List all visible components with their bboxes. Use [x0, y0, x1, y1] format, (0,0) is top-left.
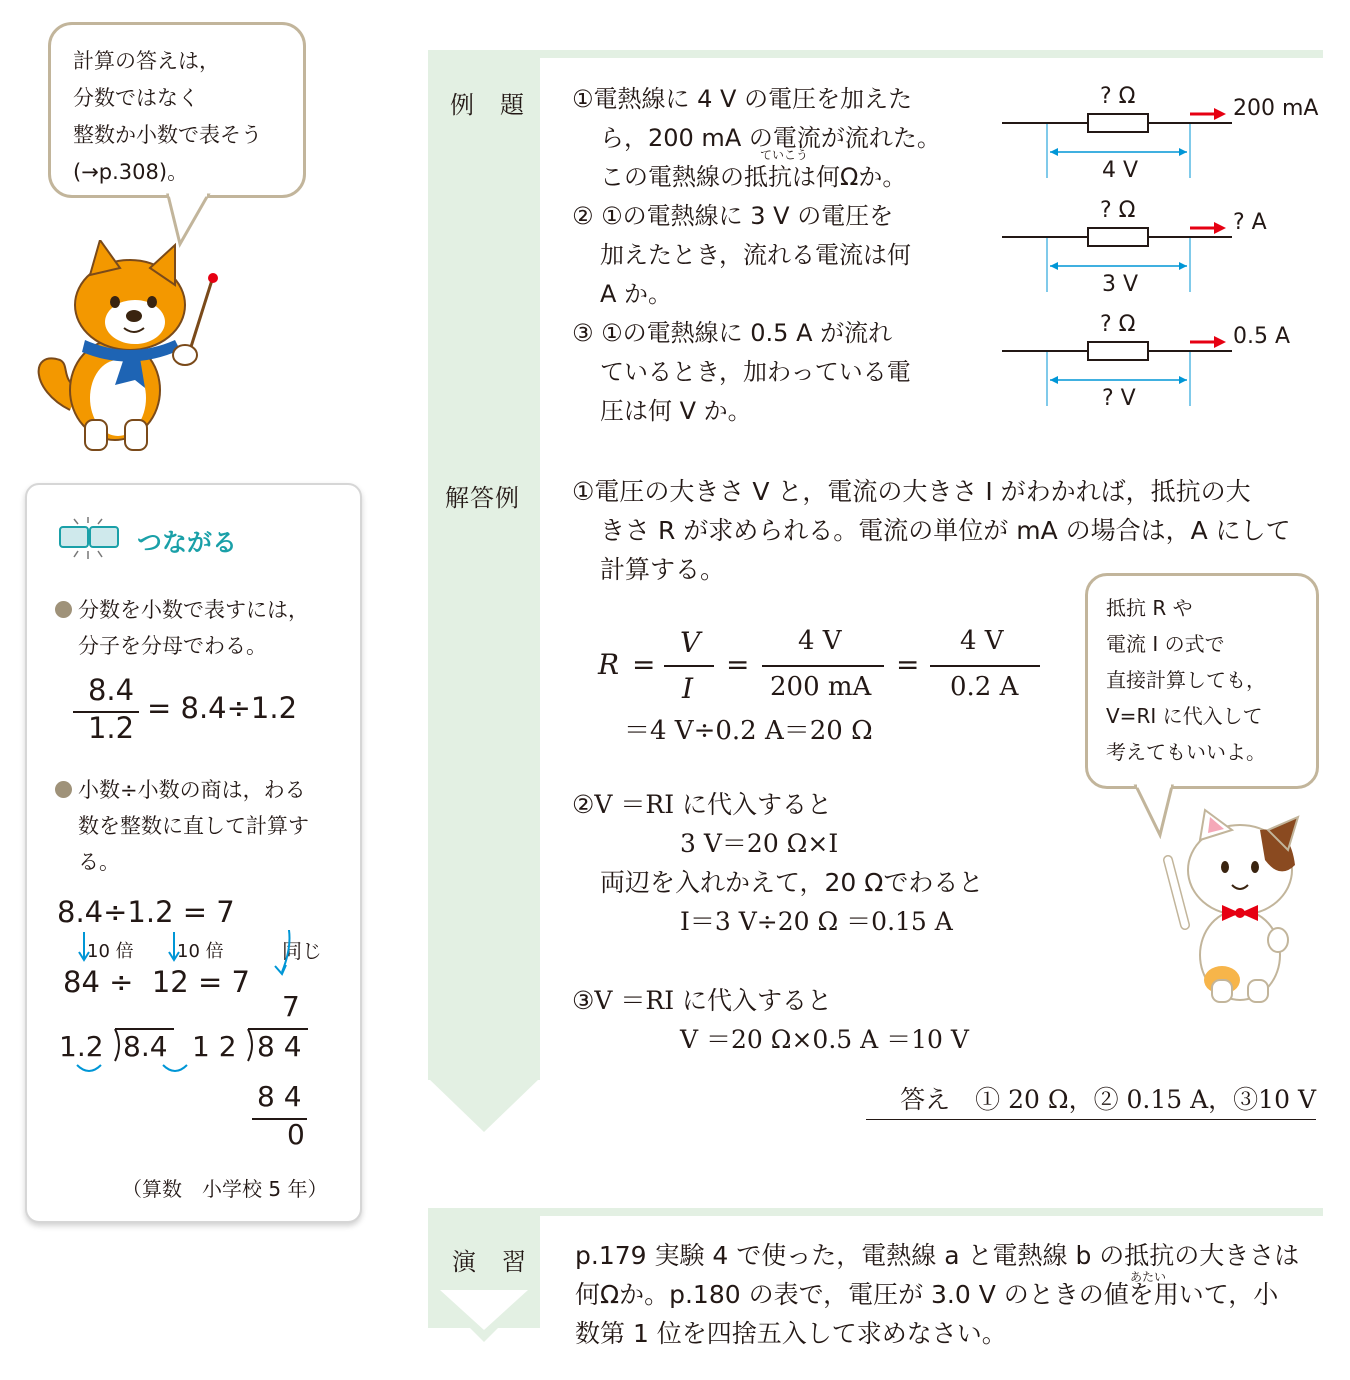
formula-4V-2: 4 V — [960, 626, 1004, 656]
bubble-line: 考えてもいいよ。 — [1106, 740, 1266, 764]
bubble-line: V=RI に代入して — [1106, 704, 1263, 728]
formula-V: V — [680, 626, 701, 659]
formula-200mA: 200 mA — [770, 672, 872, 702]
text-line: 分子を分母でわる。 — [78, 634, 267, 658]
equals-sign: = — [896, 648, 920, 681]
bullet-icon — [55, 781, 72, 798]
circuit-current-label: 200 mA — [1233, 96, 1319, 121]
text-line: ①電圧の大きさ V と，電流の大きさ I がわかれば，抵抗の大 — [572, 477, 1251, 506]
circuit-resistance-label: ? Ω — [1100, 84, 1136, 109]
fraction-bar — [762, 665, 884, 667]
bubble-line: 電流 I の式で — [1106, 632, 1225, 656]
equation-1: 8.4÷1.2 = 7 — [57, 895, 235, 929]
text-line: ているとき，加わっている電 — [600, 358, 911, 386]
circuit-diagram-2 — [1000, 194, 1330, 304]
circuit-resistance-label: ? Ω — [1100, 312, 1136, 337]
text-line: ら，200 mA の電流が流れた。 — [600, 124, 941, 152]
text-line: 数第 1 位を四捨五入して求めなさい。 — [575, 1319, 1007, 1348]
division-subtract: 8 4 — [257, 1080, 302, 1113]
circuit-voltage-label: ? V — [1102, 386, 1136, 411]
question-2 — [572, 197, 911, 314]
ruby-atai: あたい — [1130, 1270, 1167, 1284]
example-left-band — [428, 50, 540, 1080]
circuit-voltage-label: 4 V — [1102, 158, 1139, 183]
fraction-denominator: 1.2 — [87, 711, 135, 745]
text-line: 分数を小数で表すには， — [78, 598, 309, 622]
connect-icon — [52, 515, 127, 563]
text-line: 何Ωか。p.180 の表で，電圧が 3.0 V のときの値を用いて，小 — [575, 1280, 1279, 1309]
text-line: 加えたとき，流れる電流は何 — [600, 241, 912, 269]
circuit-diagram-3 — [1000, 308, 1330, 418]
fraction-equation: = 8.4÷1.2 — [147, 691, 298, 725]
formula-R: R — [598, 648, 620, 681]
exercise-text — [575, 1236, 1299, 1353]
example-label: 例 題 — [450, 91, 525, 119]
division-left-bracket — [59, 1025, 189, 1085]
fraction-bar — [930, 665, 1040, 667]
text-line: 小数÷小数の商は，わる — [78, 778, 306, 802]
step-2-line-1: 3 V＝20 Ω×I — [680, 829, 839, 858]
connect-title: つながる — [137, 528, 238, 557]
bubble-line: (→p.308)。 — [73, 160, 189, 184]
times-10-label-1: 10 倍 — [87, 941, 134, 962]
circuit-current-label: 0.5 A — [1233, 324, 1291, 349]
text-line: この電熱線の抵抗は何Ωか。 — [600, 163, 907, 191]
division-right-dividend: 8 4 — [257, 1030, 302, 1063]
bubble-line: 計算の答えは， — [73, 49, 220, 73]
arrows — [72, 930, 302, 985]
text-line: 数を整数に直して計算す — [78, 814, 309, 838]
step-3-line-1: V ＝20 Ω×0.5 A ＝10 V — [680, 1025, 969, 1054]
step-2-head: ②V ＝RI に代入すると — [572, 790, 833, 819]
bubble-line: 直接計算しても， — [1106, 668, 1266, 692]
equals-sign: = — [726, 648, 750, 681]
text-line: A か。 — [600, 280, 673, 308]
times-10-label-2: 10 倍 — [177, 941, 224, 962]
final-answer: 答え ① 20 Ω，② 0.15 A，③10 V — [866, 1080, 1316, 1120]
text-line: ② ①の電熱線に 3 V の電圧を — [572, 202, 894, 230]
formula-4V: 4 V — [798, 626, 842, 656]
exercise-band-arrow — [428, 1286, 540, 1346]
division-right-bracket — [242, 1025, 312, 1065]
connect-item-1 — [55, 592, 309, 664]
connect-sidebar — [25, 483, 362, 1223]
exercise-label: 演 習 — [452, 1248, 527, 1276]
text-line: ③ ①の電熱線に 0.5 A が流れ — [572, 319, 893, 347]
division-quotient: 7 — [282, 990, 300, 1023]
text-line: きさ R が求められる。電流の単位が mA の場合は，A にして — [600, 516, 1291, 545]
example-band-arrow — [428, 1078, 540, 1134]
exercise-top-band — [428, 1208, 1323, 1216]
step-3-head: ③V ＝RI に代入すると — [572, 986, 833, 1015]
bubble-line: 整数か小数で表そう — [73, 123, 262, 147]
speech-bubble-dog — [48, 22, 306, 198]
connect-item-2 — [55, 772, 309, 880]
answer-intro — [572, 472, 1291, 589]
question-3 — [572, 314, 911, 431]
example-top-band — [428, 50, 1323, 58]
circuit-diagram-1 — [1000, 80, 1330, 190]
cat-illustration — [1160, 805, 1310, 1005]
equation-2: 84 ÷ 12 = 7 — [63, 965, 250, 999]
division-right-divisor: 1 2 — [192, 1030, 237, 1063]
answer-label: 解答例 — [445, 484, 520, 512]
step-2-line-3: I＝3 V÷20 Ω ＝0.15 A — [680, 907, 953, 936]
same-label: 同じ — [282, 939, 322, 963]
equals-sign: = — [632, 648, 656, 681]
text-line: ①電熱線に 4 V の電圧を加えた — [572, 85, 913, 113]
ruby-teikou: ていこう — [760, 148, 809, 162]
bubble-line: 分数ではなく — [73, 86, 199, 110]
circuit-voltage-label: 3 V — [1102, 272, 1139, 297]
bullet-icon — [55, 601, 72, 618]
formula-I: I — [682, 672, 694, 705]
circuit-resistance-label: ? Ω — [1100, 198, 1136, 223]
division-left-divisor: 1.2 — [59, 1030, 104, 1063]
text-line: p.179 実験 4 で使った，電熱線 a と電熱線 b の抵抗の大きさは — [575, 1241, 1300, 1270]
text-line: 圧は何 V か。 — [600, 397, 752, 425]
question-1 — [572, 80, 941, 197]
division-left-dividend: 8.4 — [123, 1030, 168, 1063]
speech-bubble-cat — [1085, 573, 1319, 789]
formula-0.2A: 0.2 A — [950, 672, 1019, 702]
fraction-numerator: 8.4 — [87, 673, 135, 707]
bubble-line: 抵抗 R や — [1106, 596, 1193, 620]
circuit-current-label: ? A — [1233, 210, 1267, 235]
source-note: （算数 小学校 5 年） — [122, 1177, 328, 1201]
text-line: る。 — [78, 850, 120, 874]
fraction-bar — [664, 665, 714, 667]
text-line: 計算する。 — [600, 555, 726, 584]
dog-teacher-illustration — [30, 240, 230, 455]
step-2-line-2: 両辺を入れかえて，20 Ωでわると — [600, 868, 984, 897]
formula-line-2: ＝4 V÷0.2 A＝20 Ω — [624, 716, 873, 746]
division-remainder: 0 — [287, 1118, 305, 1151]
circuit-lines — [1000, 194, 1330, 304]
